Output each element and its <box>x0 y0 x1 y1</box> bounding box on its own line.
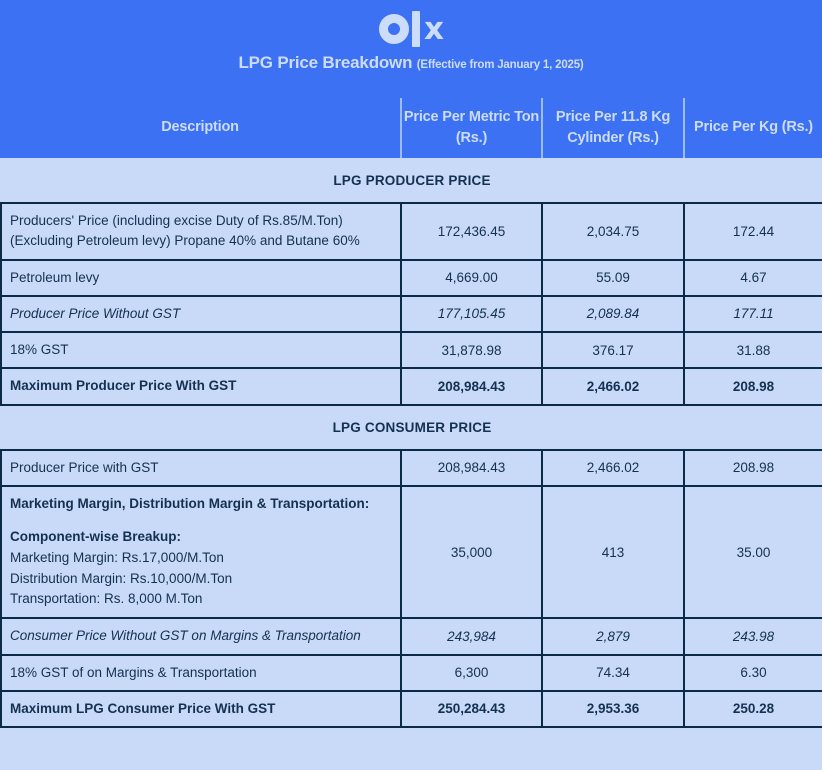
value-cylinder: 55.09 <box>542 260 684 296</box>
row-label-line: Maximum Producer Price With GST <box>10 378 237 394</box>
value-per-kg: 4.67 <box>684 260 822 296</box>
value-cylinder: 2,466.02 <box>542 450 684 486</box>
row-label-cell <box>1 655 401 691</box>
value-per-kg: 35.00 <box>684 486 822 619</box>
value-metric-ton: 4,669.00 <box>401 260 542 296</box>
value-per-kg: 172.44 <box>684 203 822 260</box>
value-metric-ton: 208,984.43 <box>401 368 542 404</box>
section-header-row <box>1 158 822 203</box>
column-header-per-kg: Price Per Kg (Rs.) <box>683 98 822 158</box>
column-header-row <box>0 98 822 158</box>
row-label-cell <box>1 332 401 368</box>
value-per-kg: 177.11 <box>684 296 822 332</box>
row-label-cell <box>1 203 401 260</box>
row-label-line: Producers' Price (including excise Duty of Rs.85/M.Ton) <box>10 213 343 228</box>
olx-bar-icon <box>412 11 420 47</box>
logo-wrap <box>0 0 822 46</box>
table-row <box>1 203 822 260</box>
value-cylinder: 2,034.75 <box>542 203 684 260</box>
price-table-body <box>1 158 822 727</box>
table-row <box>1 296 822 332</box>
value-per-kg: 250.28 <box>684 691 822 727</box>
value-metric-ton: 250,284.43 <box>401 691 542 727</box>
price-table <box>0 158 822 728</box>
row-label-line: (Excluding Petroleum levy) Propane 40% and Butane 60% <box>10 233 360 249</box>
value-metric-ton: 243,984 <box>401 618 542 654</box>
row-label-cell <box>1 691 401 727</box>
olx-x-icon: x <box>424 11 443 47</box>
brand-header <box>0 0 822 98</box>
breakup-spacer <box>10 515 400 527</box>
column-header-description: Description <box>161 119 239 136</box>
row-label-cell <box>1 296 401 332</box>
row-label-cell <box>1 450 401 486</box>
value-metric-ton: 177,105.45 <box>401 296 542 332</box>
breakup-item: Marketing Margin: Rs.17,000/M.Ton <box>10 549 224 565</box>
value-cylinder: 413 <box>542 486 684 619</box>
olx-o-icon <box>379 14 409 44</box>
row-label-line: Petroleum levy <box>10 269 100 285</box>
page-title <box>0 46 822 73</box>
row-label-cell <box>1 486 401 619</box>
page-title-subtitle: (Effective from January 1, 2025) <box>416 59 584 71</box>
table-row <box>1 486 822 619</box>
row-label-line: Consumer Price Without GST on Margins & Transportation <box>10 628 361 644</box>
row-label-line: Maximum LPG Consumer Price With GST <box>10 700 276 716</box>
value-cylinder: 2,953.36 <box>542 691 684 727</box>
value-cylinder: 2,089.84 <box>542 296 684 332</box>
row-label-cell <box>1 618 401 654</box>
table-row <box>1 368 822 404</box>
row-label-cell <box>1 260 401 296</box>
row-label-line: 18% GST <box>10 342 69 357</box>
section-title: LPG PRODUCER PRICE <box>1 158 822 203</box>
table-row <box>1 655 822 691</box>
row-label-line: 18% GST of on Margins & Transportation <box>10 664 257 680</box>
olx-logo <box>379 11 443 47</box>
breakup-item: Distribution Margin: Rs.10,000/M.Ton <box>10 570 233 586</box>
row-label-line: Producer Price with GST <box>10 459 159 475</box>
section-title: LPG CONSUMER PRICE <box>1 405 822 450</box>
value-cylinder: 74.34 <box>542 655 684 691</box>
breakup-item: Transportation: Rs. 8,000 M.Ton <box>10 591 203 607</box>
row-label-line: Producer Price Without GST <box>10 305 181 321</box>
value-cylinder: 2,466.02 <box>542 368 684 404</box>
value-per-kg: 208.98 <box>684 368 822 404</box>
table-row <box>1 260 822 296</box>
table-row <box>1 618 822 654</box>
column-header-per-cylinder: Price Per 11.8 Kg Cylinder (Rs.) <box>541 98 683 158</box>
value-metric-ton: 31,878.98 <box>401 332 542 368</box>
table-row <box>1 332 822 368</box>
page-title-main: LPG Price Breakdown <box>238 53 413 72</box>
value-per-kg: 31.88 <box>684 332 822 368</box>
value-metric-ton: 172,436.45 <box>401 203 542 260</box>
row-label-cell <box>1 368 401 404</box>
breakup-heading: Marketing Margin, Distribution Margin & Transportation: <box>10 495 370 511</box>
value-metric-ton: 35,000 <box>401 486 542 619</box>
value-cylinder: 2,879 <box>542 618 684 654</box>
section-header-row <box>1 405 822 450</box>
breakup-subheading: Component-wise Breakup: <box>10 528 182 544</box>
value-per-kg: 243.98 <box>684 618 822 654</box>
table-row <box>1 450 822 486</box>
value-metric-ton: 208,984.43 <box>401 450 542 486</box>
value-cylinder: 376.17 <box>542 332 684 368</box>
table-row <box>1 691 822 727</box>
value-per-kg: 6.30 <box>684 655 822 691</box>
value-metric-ton: 6,300 <box>401 655 542 691</box>
column-header-per-metric-ton: Price Per Metric Ton (Rs.) <box>400 98 541 158</box>
value-per-kg: 208.98 <box>684 450 822 486</box>
